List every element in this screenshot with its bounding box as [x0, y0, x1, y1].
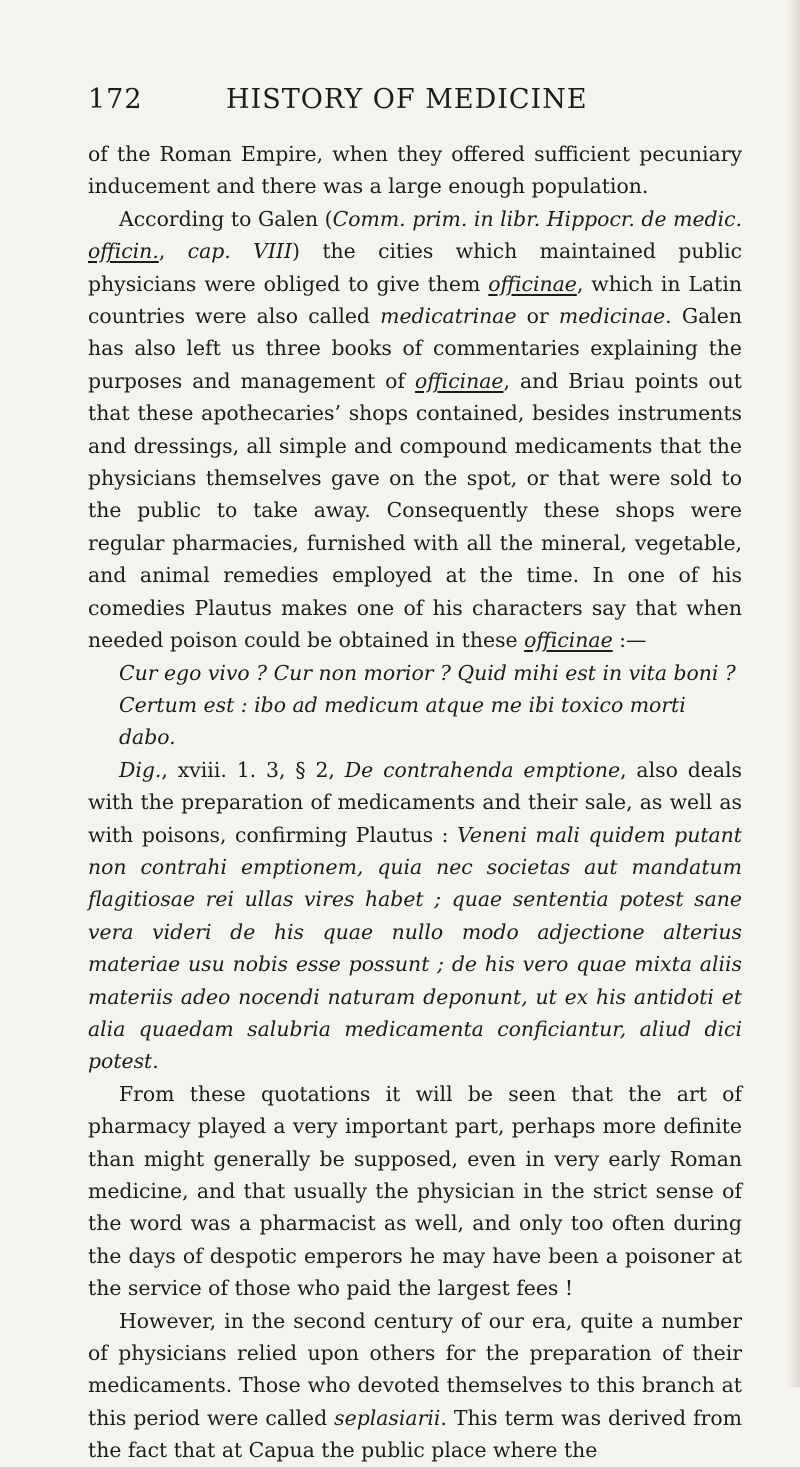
paragraph-1	[88, 138, 742, 203]
p2-text-i: , which in Latin countries were also called	[88, 271, 742, 329]
p2-text-o: , and Briau points out that these apothecaries’ shops contained, besides instruments and dressings, all simple and compound medicaments that the physicians themselves gave on the spot, or that were sold to the public to take away. Consequently these shops were regular pharmacies, furnished with all the mineral, vegetable, and animal remedies employed at the time. In one of his comedies Plautus makes one of his characters say that when needed poison could be obtained in these	[88, 368, 742, 653]
p3-text-b: , xviii. 1. 3, § 2,	[161, 757, 345, 782]
p2-term-officinae-3: officinae	[524, 628, 613, 653]
p2-citation-cap: cap. VIII	[187, 239, 293, 264]
p3-latin-quote: Veneni mali quidem putant non contrahi emptionem, quia nec societas aut mandatum flagitiosae rei ullas vires habet ; quae sententia potest sane vera videri de his quae nullo modo adjectione alterius materiae usu nobis esse possunt ; de his vero quae mixta aliis materiis adeo nocendi naturam deponunt, ut ex his antidoti et alia quaedam salubria medicamenta conficiantur, aliud dici potest.	[88, 822, 742, 1074]
p2-text-g: ) the cities which maintained public physicians were obliged to give them	[88, 239, 743, 296]
p2-text-a: According to Galen (	[119, 206, 333, 231]
paragraph-5	[88, 1305, 742, 1467]
paragraph-1-text: of the Roman Empire, when they offered sufficient pecuniary inducement and there was a large enough population.	[88, 142, 742, 199]
p5-text-c: . This term was derived from the fact that at Capua the public place where the	[88, 1405, 742, 1463]
paragraph-4-text: From these quotations it will be seen that the art of pharmacy played a very important part, perhaps more definite than might generally be supposed, even in very early Roman medicine, and that usually the physician in the strict sense of the word was a pharmacist as well, and only too often during the days of despotic emperors he may have been a poisoner at the service of those who paid the largest fees !	[88, 1081, 742, 1301]
page-number: 172	[88, 84, 143, 115]
running-title: HISTORY OF MEDICINE	[226, 84, 588, 115]
p2-term-officinae-1: officinae	[488, 271, 577, 296]
p2-citation: Comm. prim. in libr. Hippocr. de medic.	[332, 206, 742, 231]
body-text	[88, 138, 742, 1467]
p5-text-a: However, in the second century of our era, quite a number of physicians relied upon others for the preparation of their medicaments. Those who devoted themselves to this branch at this period were called	[88, 1308, 742, 1430]
p3-citation-dig: Dig.	[119, 757, 162, 782]
plautus-quote	[88, 657, 742, 754]
p2-text-q: :—	[612, 628, 647, 653]
running-header	[88, 84, 736, 118]
quote-line-2: Certum est : ibo ad medicum atque me ibi toxico morti	[119, 692, 686, 717]
p2-term-medicinae: medicinae	[558, 304, 666, 329]
paragraph-4	[88, 1078, 742, 1305]
p2-term-medicatrinae: medicatrinae	[380, 304, 517, 329]
quote-line-1: Cur ego vivo ? Cur non morior ? Quid mihi est in vita boni ?	[119, 660, 736, 685]
p3-title: De contrahenda emptione	[344, 757, 621, 782]
paragraph-2	[88, 203, 742, 657]
quote-line-3: dabo.	[119, 725, 176, 750]
p2-text-m: . Galen has also left us three books of commentaries explaining the purposes and management of	[88, 304, 742, 393]
p2-term-officinae-2: officinae	[414, 368, 504, 393]
p2-comma: ,	[158, 239, 188, 264]
page-edge-shadow	[786, 0, 800, 1387]
p5-term-seplasiarii: seplasiarii	[334, 1405, 441, 1430]
p2-text-k: or	[516, 304, 559, 329]
p3-text-d: , also deals with the preparation of medicaments and their sale, as well as with poisons, confirming Plautus :	[88, 757, 742, 847]
paragraph-3	[88, 754, 742, 1078]
p2-citation-officin: officin.	[88, 239, 159, 264]
